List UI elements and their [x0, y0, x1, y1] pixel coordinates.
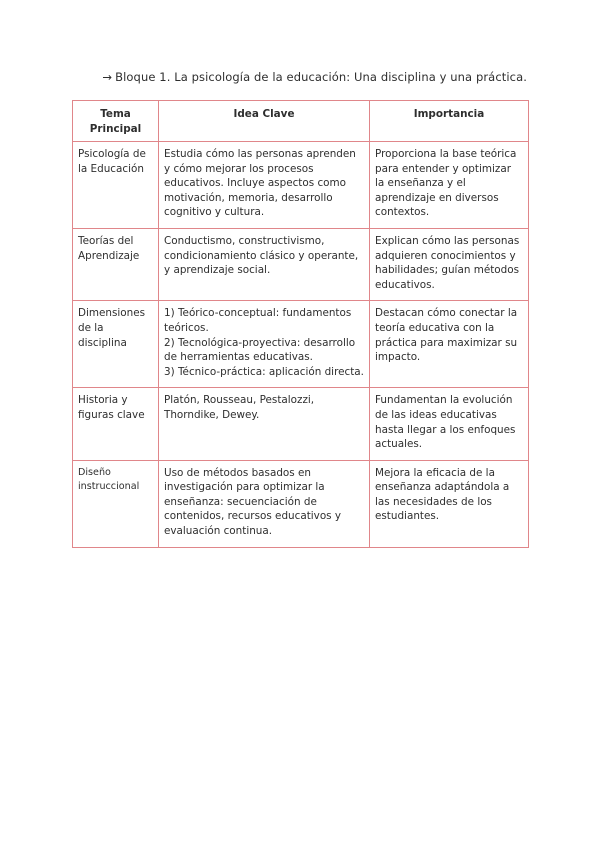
importance-cell: Fundamentan la evolución de las ideas educativas hasta llegar a los enfoques actuales.	[370, 388, 529, 460]
topic-cell: Diseño instruccional	[73, 460, 159, 547]
importance-cell: Explican cómo las personas adquieren conocimientos y habilidades; guían métodos educativos.	[370, 228, 529, 300]
importance-cell: Mejora la eficacia de la enseñanza adaptándola a las necesidades de los estudiantes.	[370, 460, 529, 547]
header-importancia: Importancia	[370, 101, 529, 142]
topic-cell: Historia y figuras clave	[73, 388, 159, 460]
table-row	[73, 460, 529, 547]
idea-cell: Conductismo, constructivismo, condicionamiento clásico y operante, y aprendizaje social.	[159, 228, 370, 300]
arrow-icon: →	[102, 70, 113, 84]
importance-cell: Destacan cómo conectar la teoría educativa con la práctica para maximizar su impacto.	[370, 301, 529, 388]
topic-cell: Dimensiones de la disciplina	[73, 301, 159, 388]
dimension-item: 2) Tecnológica-proyectiva: desarrollo de herramientas educativas.	[164, 336, 356, 364]
document-heading	[102, 70, 527, 84]
table-row	[73, 228, 529, 300]
header-idea-clave: Idea Clave	[159, 101, 370, 142]
heading-text: Bloque 1. La psicología de la educación: Una disciplina y una práctica.	[115, 70, 527, 84]
table-header-row	[73, 101, 529, 142]
summary-table	[72, 100, 529, 548]
header-tema-principal: Tema Principal	[73, 101, 159, 142]
idea-cell: Estudia cómo las personas aprenden y cómo mejorar los procesos educativos. Incluye aspectos como motivación, memoria, desarrollo cognitivo y cultura.	[159, 142, 370, 229]
table-row	[73, 388, 529, 460]
table-row	[73, 301, 529, 388]
topic-cell: Teorías del Aprendizaje	[73, 228, 159, 300]
table-row	[73, 142, 529, 229]
idea-cell: Platón, Rousseau, Pestalozzi, Thorndike, Dewey.	[159, 388, 370, 460]
importance-cell: Proporciona la base teórica para entender y optimizar la enseñanza y el aprendizaje en diversos contextos.	[370, 142, 529, 229]
dimension-item: 1) Teórico-conceptual: fundamentos teóricos.	[164, 307, 352, 334]
topic-cell: Psicología de la Educación	[73, 142, 159, 229]
idea-cell: Uso de métodos basados en investigación para optimizar la enseñanza: secuenciación de contenidos, recursos educativos y evaluación continua.	[159, 460, 370, 547]
idea-cell	[159, 301, 370, 388]
dimension-item: 3) Técnico-práctica: aplicación directa.	[164, 365, 364, 378]
